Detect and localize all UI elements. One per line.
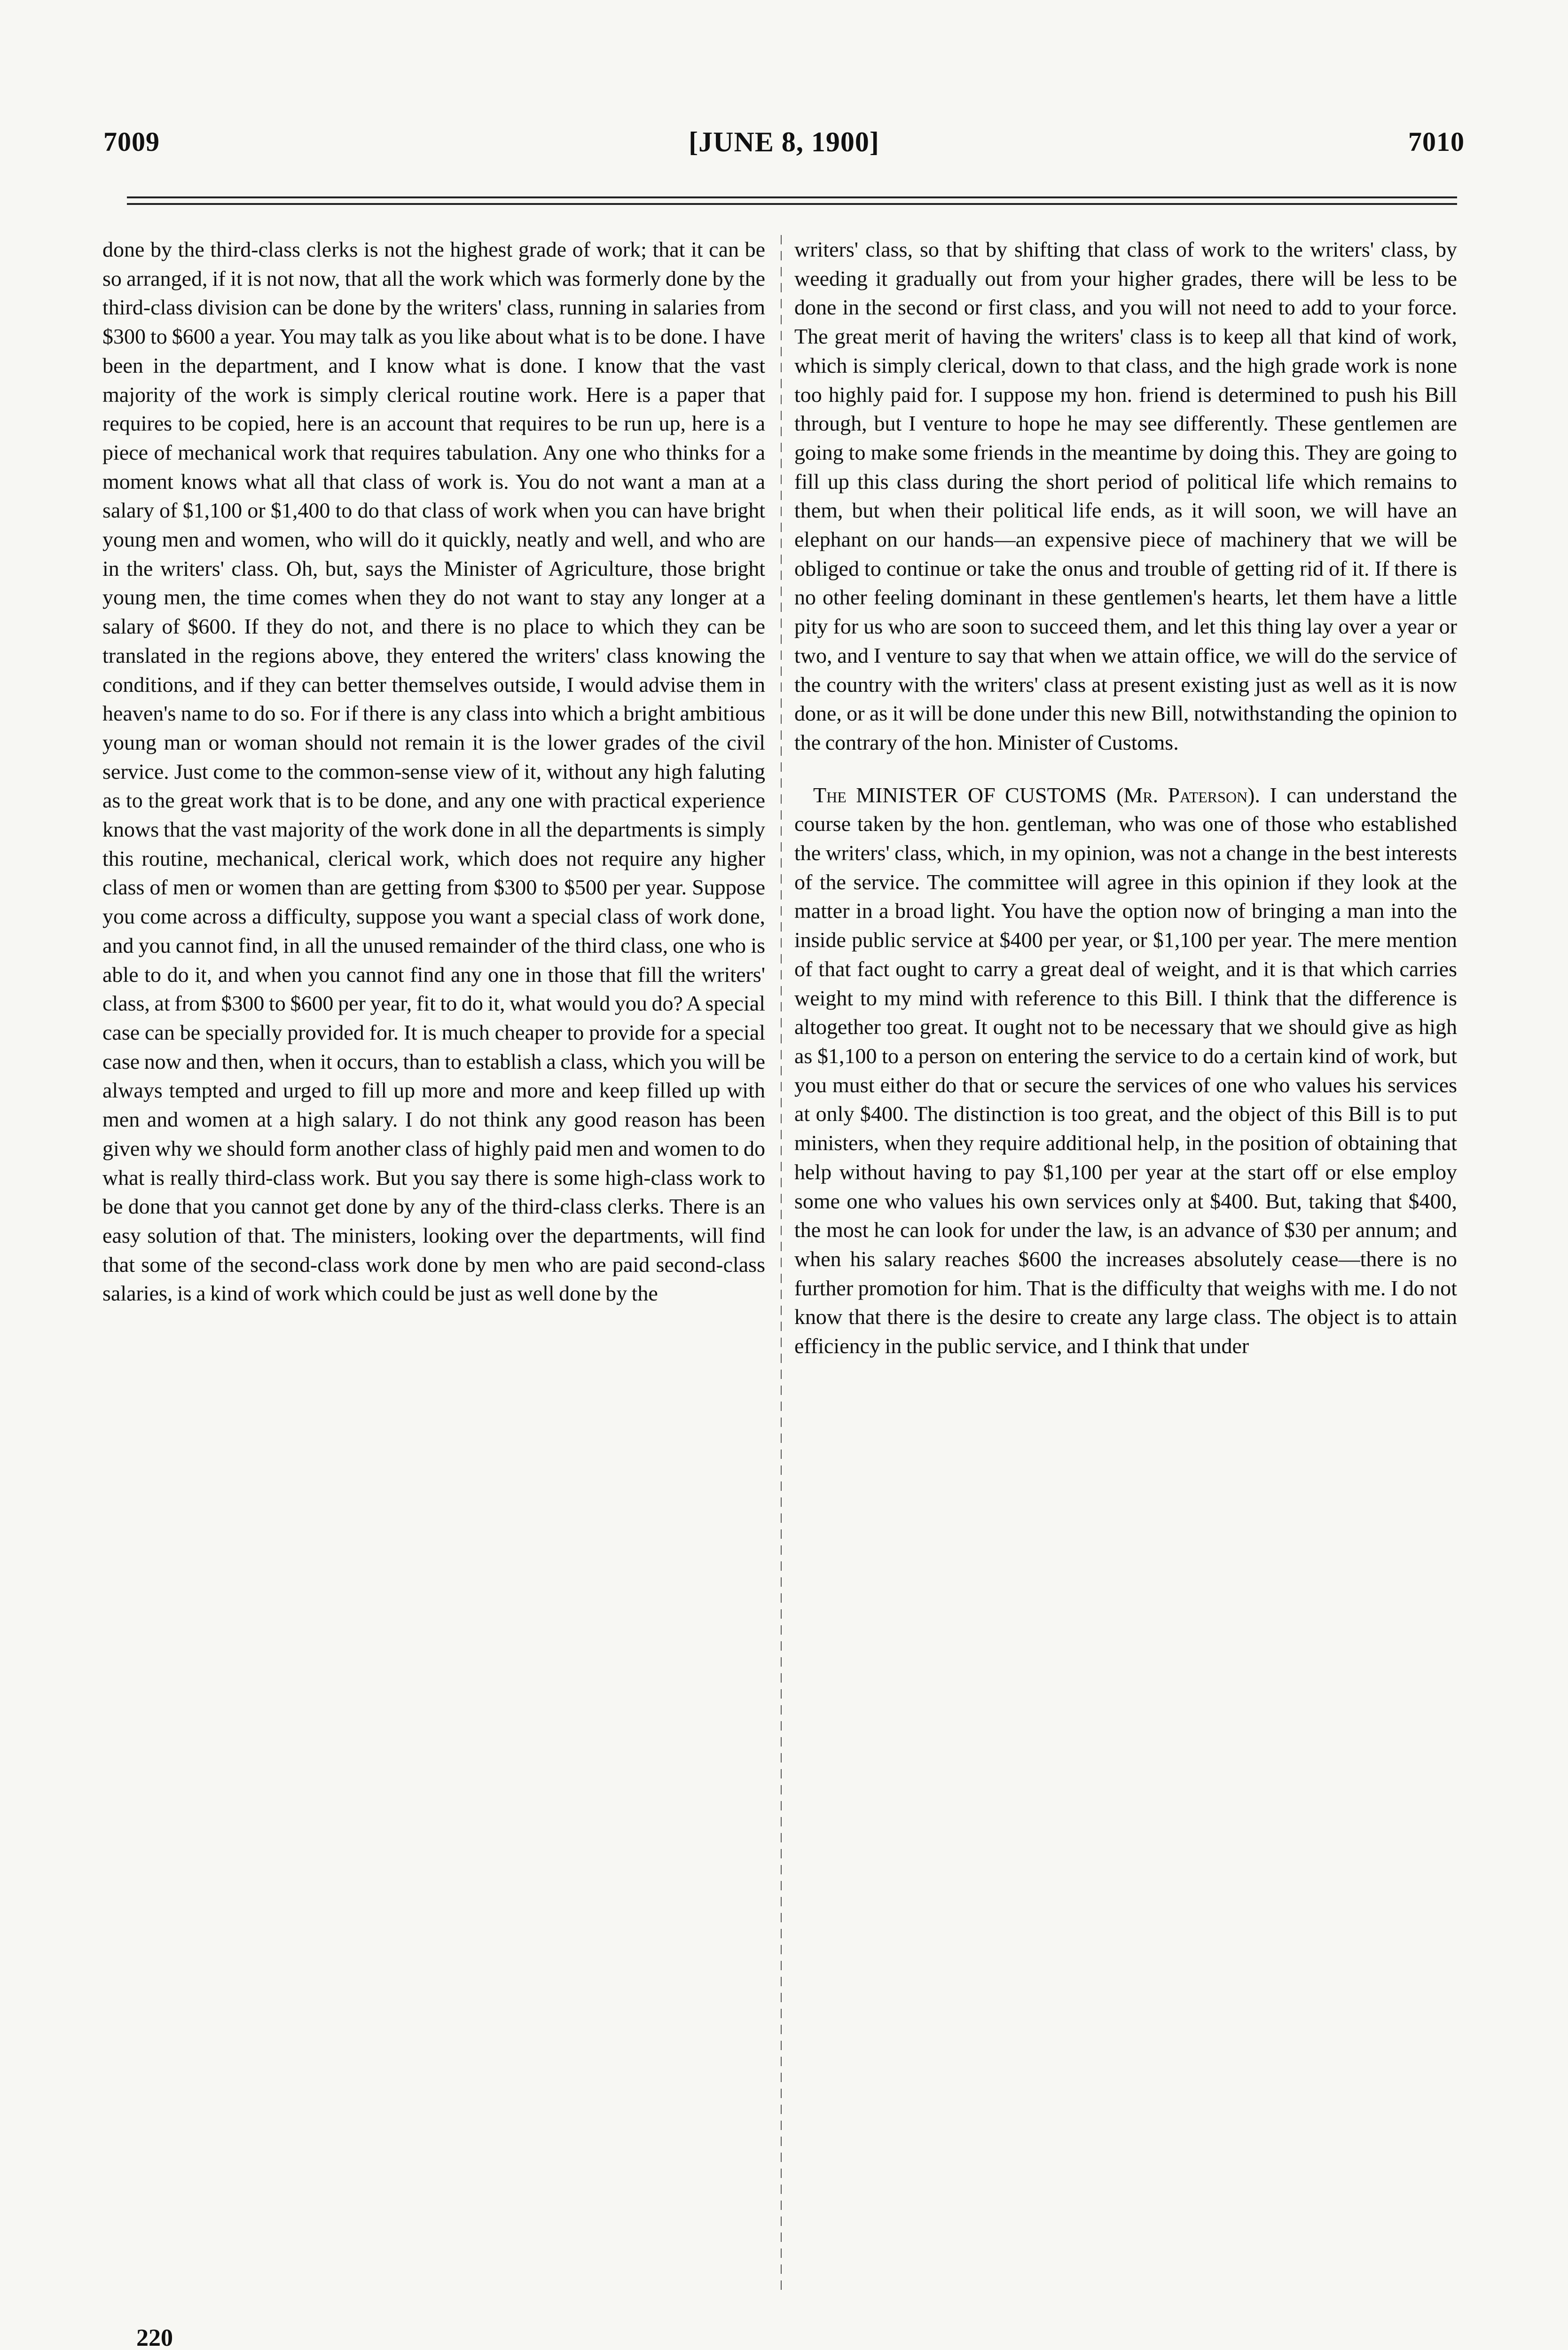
header-rule-bottom <box>127 203 1457 205</box>
column-divider <box>781 235 782 2294</box>
page-number-right: 7010 <box>1408 126 1465 157</box>
signature-mark: 220 <box>136 2325 173 2350</box>
page-number-left: 7009 <box>103 126 160 157</box>
speech-text: I can understand the course taken by the hon. gentleman, who was one of those who established the writers' class, which, in my opinion, was not a change in the best interests of the service. The committee will agree in this opinion if they look at the matter in a broad light. You have the option now of bringing a man into the inside public service at $400 per year, or $1,100 per year. The mere mention of that fact ought to carry a great deal of weight, and it is that which carries weight to my mind with reference to this Bill. I think that the difference is altogether too great. It ought not to be necessary that we should give as high as $1,100 to a person on entering the service to do a certain kind of work, but you must either do that or secure the services of one who values his services at only $400. The distinction is too great, and the object of this Bill is to put ministers, when they require additional help, in the position of obtaining that help without having to pay $1,100 per year at the start off or else employ some one who values his own services only at $400. But, taking that $400, the most he can look for under the law, is an advance of $30 per annum; and when his salary reaches $600 the increases absolutely cease—there is no further promotion for him. That is the difficulty that weighs with me. I do not know that there is the desire to create any large class. The object is to attain efficiency in the public service, and I think that under <box>794 783 1458 1358</box>
left-column-text: done by the third-class clerks is not the highest grade of work; that it can be so arranged, if it is not now, that all the work which was formerly done by the third-class division can be done by the writers' class, running in salaries from $300 to $600 a year. You may talk as you like about what is to be done. I have been in the department, and I know what is done. I know that the vast majority of the work is simply clerical routine work. Here is a paper that requires to be copied, here is an account that requires to be run up, here is a piece of mechanical work that requires tabulation. Any one who thinks for a moment knows what all that class of work is. You do not want a man at a salary of $1,100 or $1,400 to do that class of work when you can have bright young men and women, who will do it quickly, neatly and well, and who are in the writers' class. Oh, but, says the Minister of Agriculture, those bright young men, the time comes when they do not want to stay any longer at a salary of $600. If they do not, and there is no place to which they can be translated in the regions above, they entered the writers' class knowing the conditions, and if they can better themselves outside, I would advise them in heaven's name to do so. For if there is any class into which a bright ambitious young man or woman should not remain it is the lower grades of the civil service. Just come to the common-sense view of it, without any high faluting as to the great work that is to be done, and any one with practical experience knows that the vast majority of the work done in all the departments is simply this routine, mechanical, clerical work, which does not require any higher class of men or women than are getting from $300 to $500 per year. Suppose you come across a difficulty, suppose you want a special class of work done, and you cannot find, in all the unused remainder of the third class, one who is able to do it, and when you cannot find any one in those that fill the writers' class, at from $300 to $600 per year, fit to do it, what would you do? A special case can be specially provided for. It is much cheaper to provide for a special case now and then, when it occurs, than to establish a class, which you will be always tempted and urged to fill up more and more and keep filled up with men and women at a high salary. I do not think any good reason has been given why we should form another class of highly paid men and women to do what is really third-class work. But you say there is some high-class work to be done that you cannot get done by any of the third-class clerks. There is an easy solution of that. The ministers, looking over the departments, will find that some of the second-class work done by men who are paid second-class salaries, is a kind of work which could be just as well done by the <box>102 237 765 1306</box>
page-date: [JUNE 8, 1900] <box>689 126 879 157</box>
right-paragraph-2 <box>794 781 1457 1361</box>
speaker-name: The MINISTER OF CUSTOMS (Mr. Paterson). <box>813 783 1260 807</box>
page-header <box>0 0 1568 157</box>
header-rule-top <box>127 196 1457 198</box>
left-column <box>102 235 765 1308</box>
right-column <box>794 235 1457 1361</box>
right-paragraph-1: writers' class, so that by shifting that class of work to the writers' class, by weeding it gradually out from your higher grades, there will be less to be done in the second or first class, and you will not need to add to your force. The great merit of having the writers' class is to keep all that kind of work, which is simply clerical, down to that class, and the high grade work is none too highly paid for. I suppose my hon. friend is determined to push his Bill through, but I venture to hope he may see differently. These gentlemen are going to make some friends in the meantime by doing this. They are going to fill up this class during the short period of political life which remains to them, but when their political life ends, as it will soon, we will have an elephant on our hands—an expensive piece of machinery that we will be obliged to continue or take the onus and trouble of getting rid of it. If there is no other feeling dominant in these gentlemen's hearts, let them have a little pity for us who are soon to succeed them, and let this thing lay over a year or two, and I venture to say that when we attain office, we will do the service of the country with the writers' class at present existing just as well as it is now done, or as it will be done under this new Bill, notwithstanding the opinion to the contrary of the hon. Minister of Customs. <box>794 237 1457 754</box>
